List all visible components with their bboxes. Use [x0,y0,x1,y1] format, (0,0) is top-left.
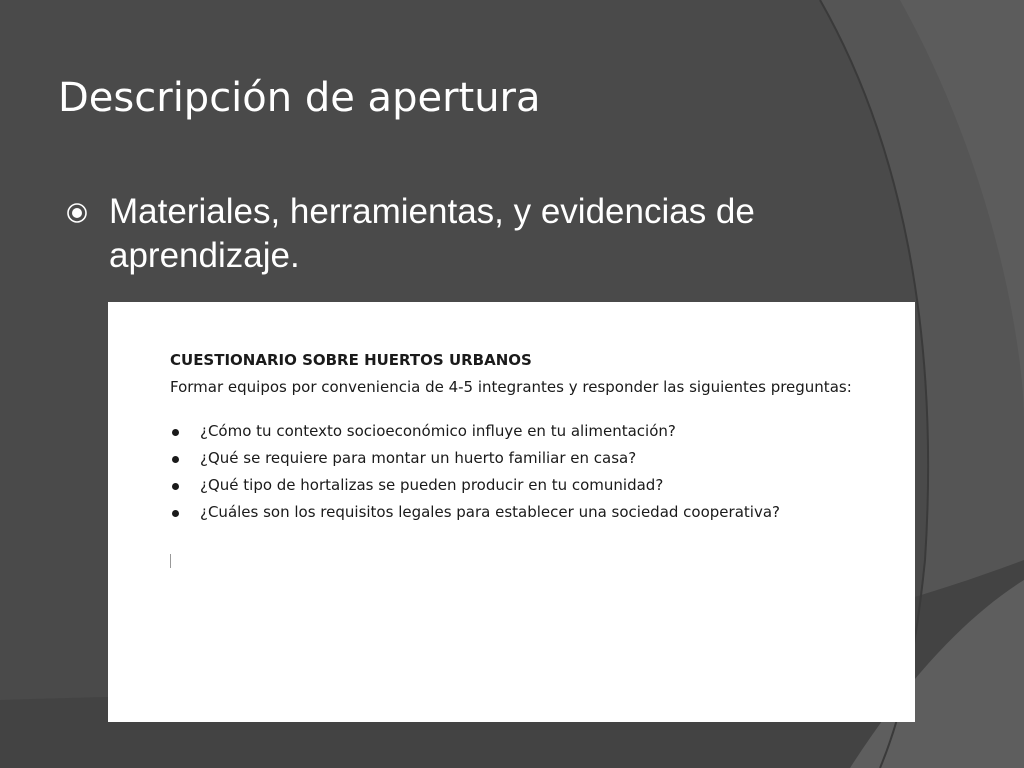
question-item [170,449,870,468]
bullet-dot-icon [172,510,179,517]
question-text: ¿Qué tipo de hortalizas se pueden producir en tu comunidad? [200,476,664,494]
document-intro: Formar equipos por conveniencia de 4-5 integrantes y responder las siguientes preguntas: [170,378,852,396]
question-text: ¿Cómo tu contexto socioeconómico influye en tu alimentación? [200,422,676,440]
question-item [170,503,870,522]
text-cursor [170,554,171,568]
bullet-dot-icon [172,429,179,436]
bullet-dot-icon [172,483,179,490]
circle-dot-icon [66,202,88,224]
bullet-text: Materiales, herramientas, y evidencias de aprendizaje. [109,192,755,275]
bullet-dot-icon [172,456,179,463]
question-text: ¿Qué se requiere para montar un huerto familiar en casa? [200,449,637,467]
question-list [170,422,870,530]
slide-title: Descripción de apertura [58,75,541,121]
questionnaire-document [108,302,915,722]
question-item [170,476,870,495]
question-item [170,422,870,441]
question-text: ¿Cuáles son los requisitos legales para establecer una sociedad cooperativa? [200,503,780,521]
document-heading: CUESTIONARIO SOBRE HUERTOS URBANOS [170,351,532,369]
